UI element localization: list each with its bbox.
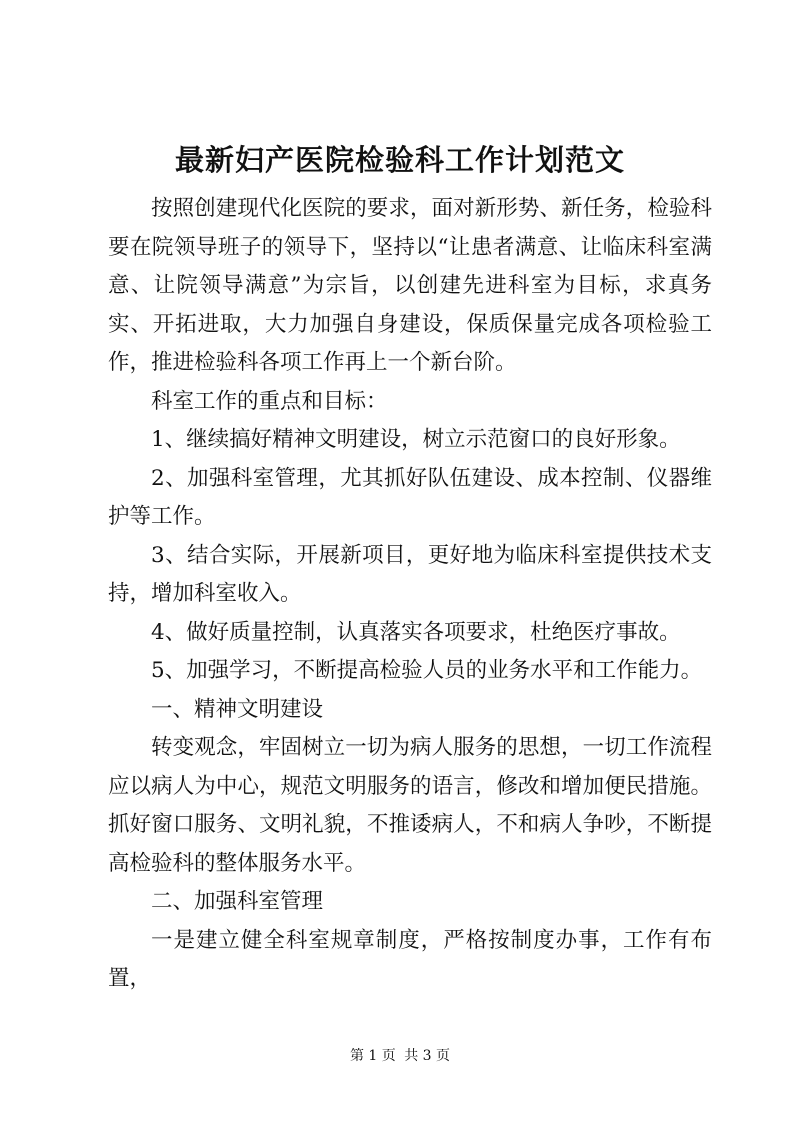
page-number: 第 1 页 (349, 1048, 396, 1064)
paragraph-intro: 按照创建现代化医院的要求，面对新形势、新任务，检验科要在院领导班子的领导下，坚持以“让患者满意、让临床科室满意、让院领导满意”为宗旨，以创建先进科室为目标，求真务实、开拓进取，大力加强自身建设，保质保量完成各项检验工作，推进检验科各项工作再上一个新台阶。 (108, 196, 712, 375)
section-heading-2: 二、加强科室管理 (151, 889, 324, 914)
page-footer (0, 1046, 800, 1066)
paragraph-section-1: 转变观念，牢固树立一切为病人服务的思想，一切工作流程应以病人为中心，规范文明服务的语言，修改和增加便民措施。抓好窗口服务、文明礼貌，不推诿病人，不和病人争吵，不断提高检验科的整体服务水平。 (108, 735, 712, 876)
paragraph-section-2: 一是建立健全科室规章制度，严格按制度办事，工作有布置， (108, 927, 712, 991)
paragraph-key-points-heading: 科室工作的重点和目标： (151, 388, 388, 414)
page-total: 共 3 页 (404, 1048, 451, 1064)
paragraph-point-2: 2、加强科室管理，尤其抓好队伍建设、成本控制、仪器维护等工作。 (108, 465, 712, 529)
document-body (108, 190, 712, 999)
paragraph-point-4: 4、做好质量控制，认真落实各项要求，杜绝医疗事故。 (151, 619, 681, 645)
paragraph-point-3: 3、结合实际，开展新项目，更好地为临床科室提供技术支持，增加科室收入。 (108, 542, 712, 606)
paragraph-point-1: 1、继续搞好精神文明建设，树立示范窗口的良好形象。 (151, 427, 681, 452)
paragraph-point-5: 5、加强学习，不断提高检验人员的业务水平和工作能力。 (151, 658, 703, 683)
section-heading-1: 一、精神文明建设 (151, 696, 324, 722)
document-title: 最新妇产医院检验科工作计划范文 (174, 143, 625, 177)
